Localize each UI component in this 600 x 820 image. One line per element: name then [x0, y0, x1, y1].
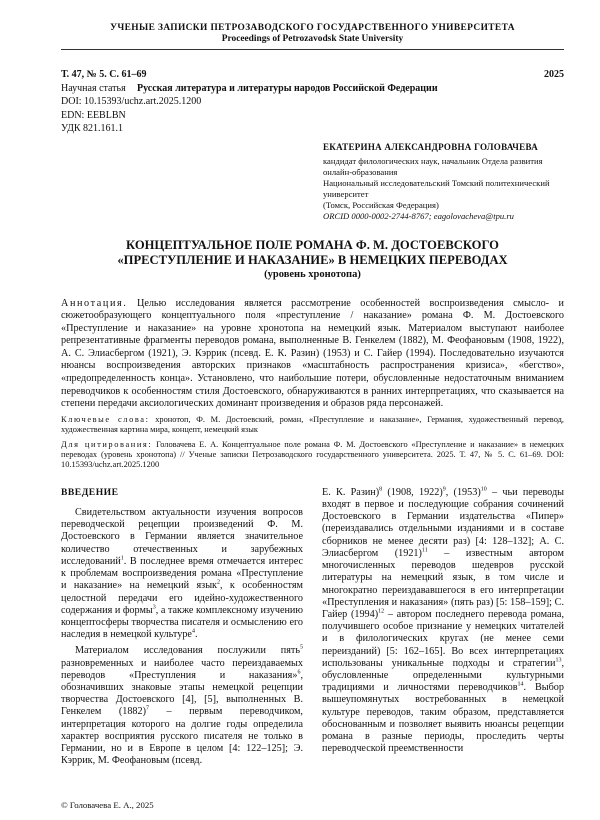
footnote-ref[interactable]: 2: [217, 579, 220, 586]
abstract-label: Аннотация.: [61, 297, 128, 309]
body-columns: [61, 487, 564, 767]
keywords-text: хронотоп, Ф. М. Достоевский, роман, «Преступление и наказание», Германия, художественный перевод, художественная картина мира, концепт, немецкий язык: [61, 414, 564, 435]
footnote-ref[interactable]: 3: [152, 604, 156, 611]
udk: УДК 821.161.1: [61, 123, 124, 134]
footnote-ref[interactable]: 10: [480, 486, 487, 493]
footnote-ref[interactable]: 5: [300, 644, 303, 651]
paragraph: Материалом исследования послужили пять$^5$ разновременных и наиболее часто переиздаваемых переводов «Преступления и наказания»$^6$, обозначивших знаковые этапы немецкой рецепции творчества Достоевского [4], [5], выполненных В. Генкелем $(1882)^7$ – первым переводчиком, интерпретация которого на долгие годы определила характер восприятия русского писателя не только в Германии, но и в Европе в целом [4: 122–125]; Э. Кэррик, М. Феофановым (псевд.: [61, 644, 303, 767]
keywords-label: Ключевые слова:: [61, 414, 150, 424]
paragraph: Е. К. Разин)$^8$ (1908, 1922)$^9$, $(1953)^{10}$ – чьи переводы входят в первое и последующие собрания сочинений Достоевского в Германии издательства «Пипер» (переиздавались отдельными изданиями и в составе сборников не менее десяти раз) [4: 128–132]; А. С. Элиасбергом $(1921)^{11}$ – известным автором многочисленных переводов шедевров русской литературы на немецкий язык, в том числе и многократно переиздававшегося в его интерпретации «Преступления и наказания» (пять раз) [5: 158–159]; С. Гайер $(1994)^{12}$ – автором последнего перевода романа, получившего особое признание у немецких читателей и в филологических кругах (не менее семи переизданий) [5: 162–165]. Во всех интерпретациях использованы уникальные подходы и стратегии$^{13}$, обусловленные определенными культурными традициями и личностями переводчиков$^{14}$. Выбор вышеупомянутых востребованных в немецкой культуре переводов, таким образом, представляется обоснованным и позволяет выявить нюансы рецепции романа в разные периоды, проследить черты переводческой преемственности: [322, 486, 565, 755]
title-line-1: КОНЦЕПТУАЛЬНОЕ ПОЛЕ РОМАНА Ф. М. ДОСТОЕВСКОГО: [126, 237, 499, 252]
footnote-ref[interactable]: 8: [379, 486, 383, 493]
left-column: [61, 487, 303, 767]
header-rule: [61, 49, 564, 50]
author-affiliation: Национальный исследовательский Томский политехнический университет: [323, 177, 550, 199]
citation: [61, 440, 564, 471]
keywords: [61, 415, 564, 436]
footnote-ref[interactable]: 4: [191, 628, 195, 635]
article-section: Русская литература и литературы народов Российской Федерации: [137, 82, 438, 94]
citation-label: Для цитирования:: [61, 439, 153, 449]
footnote-ref[interactable]: 11: [421, 547, 428, 554]
issue-info: Т. 47, № 5. С. 61–69: [61, 69, 147, 80]
footnote-ref[interactable]: 7: [146, 705, 150, 712]
article-type: Научная статья: [61, 82, 126, 94]
right-column: [322, 487, 564, 767]
footnote-ref[interactable]: 1: [120, 555, 124, 562]
abstract-text: Целью исследования является рассмотрение особенностей воспроизведения смысло- и сюжетообразующего концептуального поля «преступление / наказание» романа Ф. М. Достоевского «Преступление и наказание» на уровне хронотопа на немецкий язык. Материалом выступают наиболее репрезентативные фрагменты переводов романа, выполненные В. Генкелем (1882), М. Феофановым (1908, 1922), А. С. Элиасбергом (1921), Э. Кэррик (псевд. Е. К. Разин) (1953) и С. Гайер (1994). Последовательно изучаются нюансы воспроизведения авторских признаков «масштабность распространения кризиса», «бегство», «предопределенность конца». Установлено, что наибольшие потери, обусловленные недостаточным вниманием переводчиков к особенностям стиля Достоевского, обнаруживаются в ранних интерпретациях, что сказывается на степени передачи аксиологических доминант произведения и образов ряда персонажей.: [61, 297, 565, 410]
article-title: [61, 238, 564, 268]
author-city: (Томск, Российская Федерация): [323, 199, 439, 210]
citation-text: Головачева Е. А. Концептуальное поле романа Ф. М. Достоевского «Преступление и наказание» в немецких переводах (уровень хронотопа) // Ученые записки Петрозаводского государственного университета. 2025. Т. 47, № 5. С. 61–69. DOI: 10.15393/uchz.art.2025.1200: [61, 439, 565, 470]
journal-title-en: Proceedings of Petrozavodsk State University: [221, 34, 404, 44]
author-degree: кандидат филологических наук, начальник Отдела развития онлайн-образования: [323, 155, 543, 177]
footnote-ref[interactable]: 12: [378, 608, 385, 615]
author-name: ЕКАТЕРИНА АЛЕКСАНДРОВНА ГОЛОВАЧЕВА: [323, 141, 539, 152]
doi: DOI: 10.15393/uchz.art.2025.1200: [61, 96, 202, 107]
article-subtitle: (уровень хронотопа): [264, 268, 361, 280]
section-heading: ВВЕДЕНИЕ: [61, 486, 119, 498]
footnote-ref[interactable]: 14: [517, 681, 524, 688]
paragraph: Свидетельством актуальности изучения вопросов переводческой рецепции произведений Ф. М. Достоевского в Германии является значительное количество отечественных и зарубежных исследований$^1$. В последнее время отмечается интерес к проблемам воспроизведения романа «Преступление и наказание» на немецкий язык$^2$, к особенностям целостной передачи его идейно-художественного содержания и формы$^3$, а также комплексному изучению концептосферы творчества писателя и осмыслению его наследия в немецкой культуре$^4$.: [61, 507, 303, 641]
journal-header: [61, 0, 564, 50]
edn: EDN: EEBLBN: [61, 109, 126, 121]
article-meta: [61, 68, 564, 136]
footnote-ref[interactable]: 9: [442, 486, 446, 493]
abstract: [61, 298, 564, 411]
issue-year: 2025: [544, 69, 564, 80]
author-orcid: ORCID 0000-0002-2744-8767; eagolovacheva@tpu.ru: [323, 210, 514, 221]
copyright: © Головачева Е. А., 2025: [61, 800, 154, 810]
title-line-2: «ПРЕСТУПЛЕНИЕ И НАКАЗАНИЕ» В НЕМЕЦКИХ ПЕРЕВОДАХ: [117, 252, 508, 267]
journal-title-ru: УЧЕНЫЕ ЗАПИСКИ ПЕТРОЗАВОДСКОГО ГОСУДАРСТВЕННОГО УНИВЕРСИТЕТА: [110, 23, 515, 33]
author-block: [323, 142, 564, 222]
footnote-ref[interactable]: 13: [555, 657, 562, 664]
footnote-ref[interactable]: 6: [297, 669, 301, 676]
